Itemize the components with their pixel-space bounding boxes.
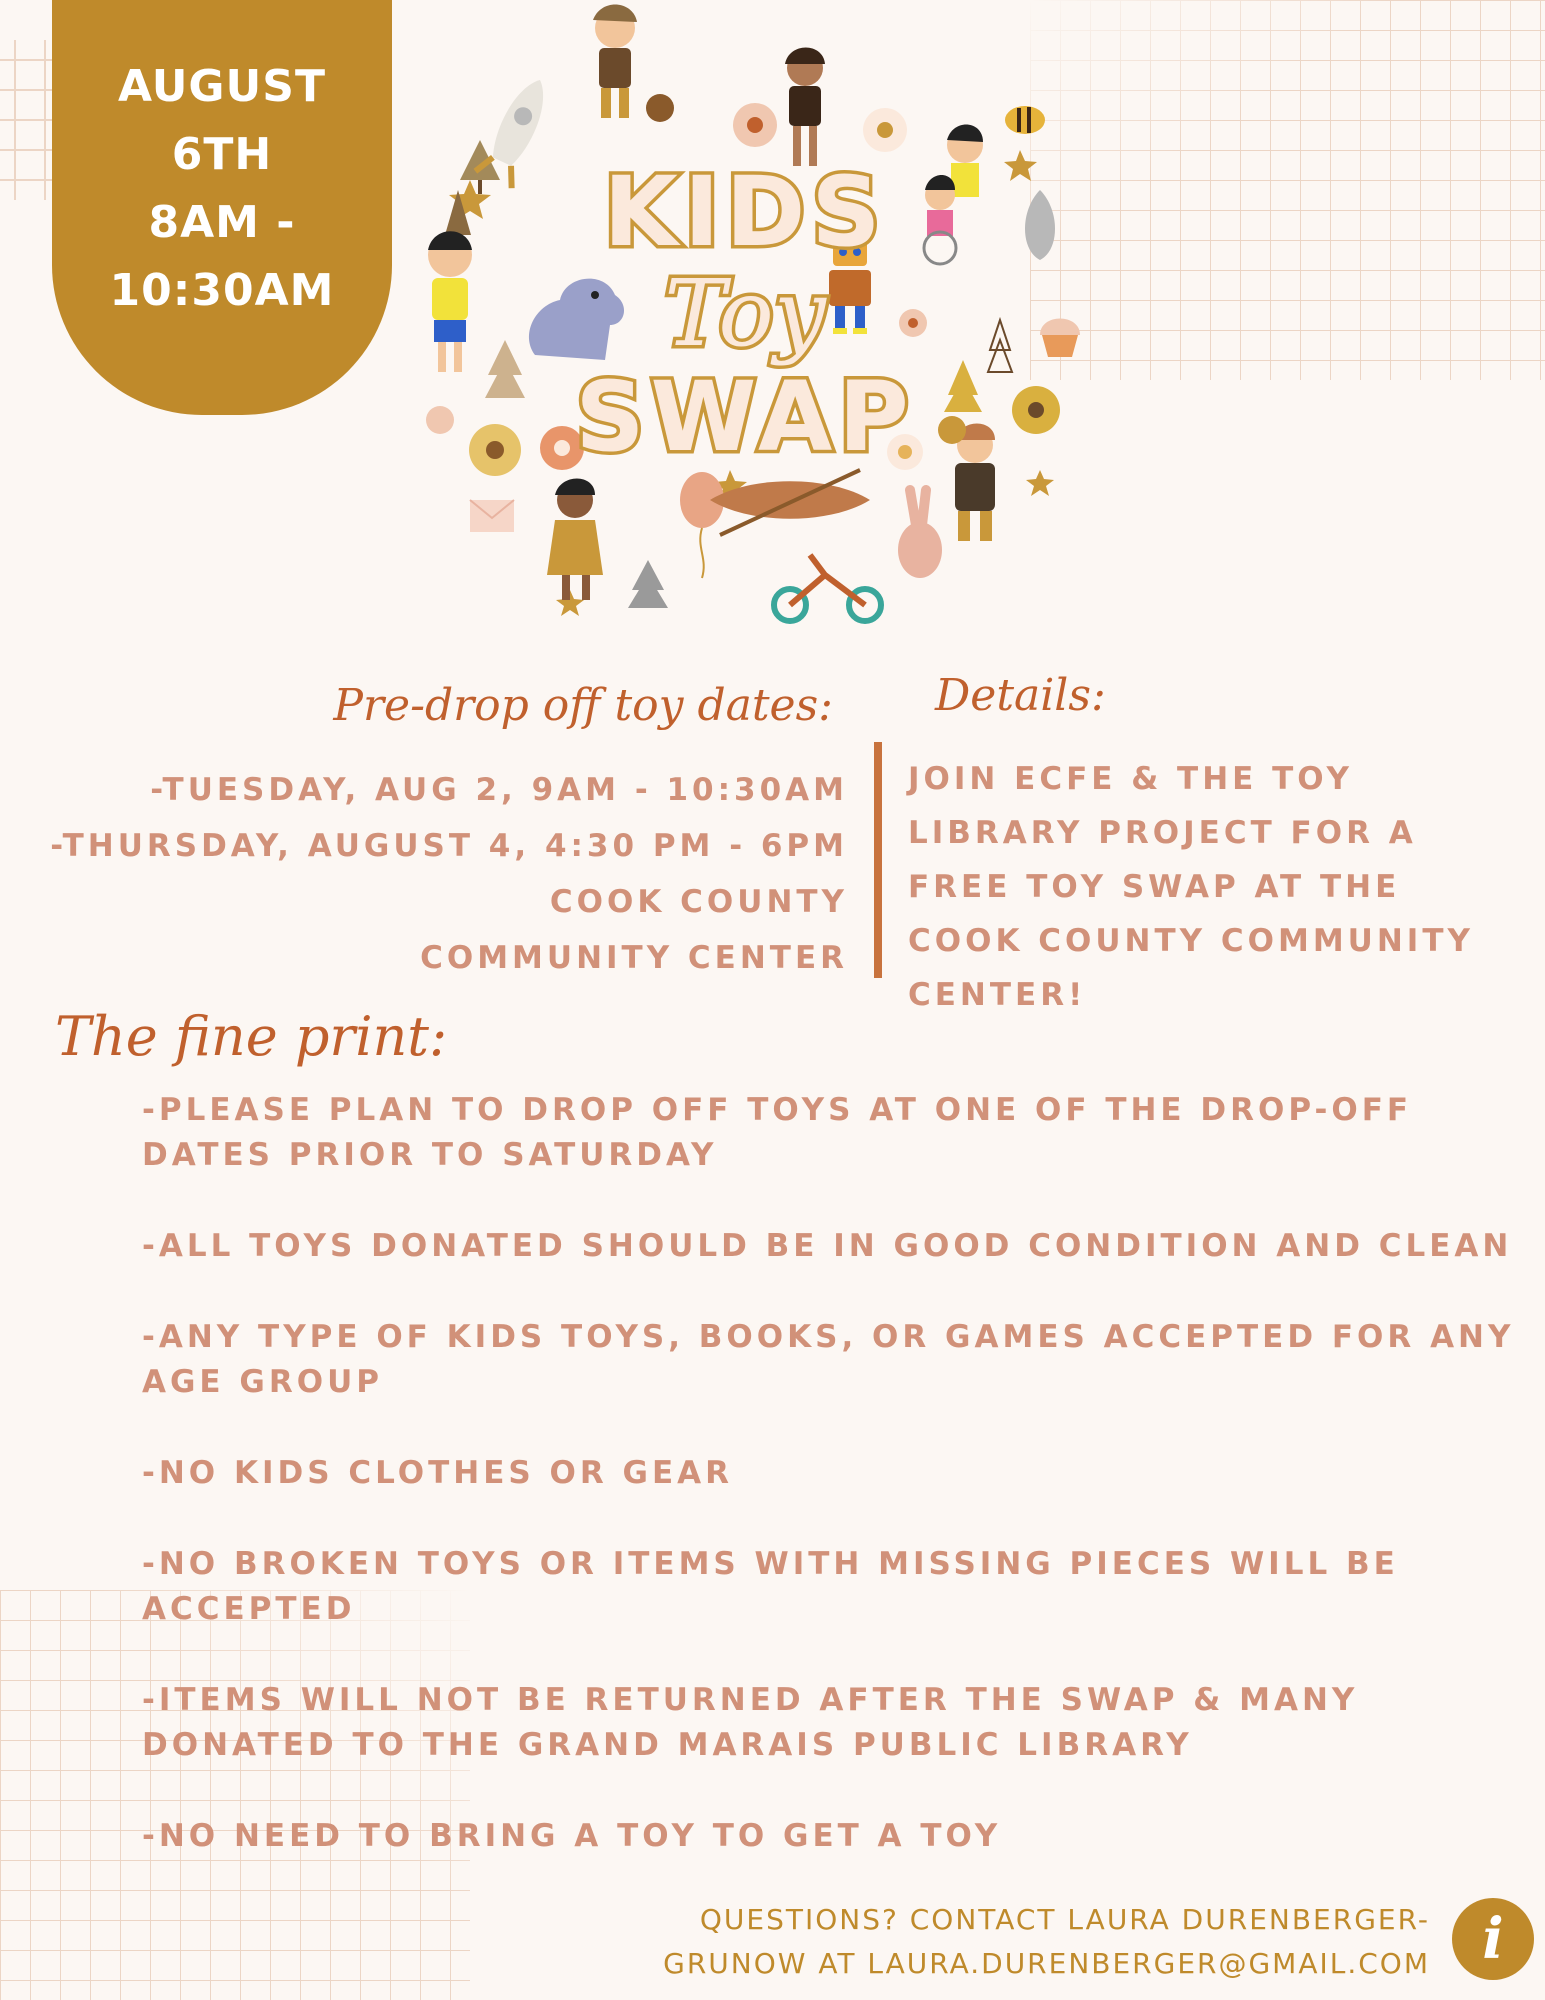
info-icon: i <box>1452 1898 1534 1980</box>
fine-print-item: -NO KIDS CLOTHES OR GEAR <box>142 1455 734 1491</box>
grid-pattern-left-edge <box>0 40 60 200</box>
envelope-icon <box>470 500 514 532</box>
fine-print-item: -NO BROKEN TOYS OR ITEMS WITH MISSING PIECES WILL BE ACCEPTED <box>142 1546 1399 1627</box>
cupcake-icon <box>1040 319 1080 358</box>
kid-ball-illustration <box>593 4 674 122</box>
title-line-kids: KIDS <box>603 156 887 268</box>
balloon-icon <box>680 472 724 578</box>
grid-pattern-top-right <box>1030 0 1545 380</box>
kid-dancing-illustration <box>547 479 603 601</box>
title-line-toy: Toy <box>664 260 826 367</box>
title-illustration <box>400 0 1100 630</box>
event-date-badge <box>52 0 392 415</box>
fine-print-heading: The fine print: <box>55 1005 448 1068</box>
date-day: 6TH <box>171 129 273 180</box>
dinosaur-icon <box>529 279 624 360</box>
time-end: 10:30AM <box>109 265 335 316</box>
details-heading: Details: <box>935 670 1106 721</box>
drop-off-date-item: -TUESDAY, AUG 2, 9AM - 10:30AM <box>150 772 848 808</box>
moon-icon <box>860 488 882 532</box>
fine-print-item: -ITEMS WILL NOT BE RETURNED AFTER THE SWAP & MANY DONATED TO THE GRAND MARAIS PUBLIC LIBRARY <box>142 1682 1359 1763</box>
kid-basketball-illustration <box>938 416 995 541</box>
drop-off-dates-heading: Pre-drop off toy dates: <box>333 680 833 731</box>
fine-print-item: -ALL TOYS DONATED SHOULD BE IN GOOD CONDITION AND CLEAN <box>142 1228 1513 1264</box>
fine-print-item: -ANY TYPE OF KIDS TOYS, BOOKS, OR GAMES ACCEPTED FOR ANY AGE GROUP <box>142 1319 1515 1400</box>
kid-girl-illustration <box>785 48 825 167</box>
kids-wheelchair-illustration <box>924 124 983 264</box>
title-line-swap: SWAP <box>575 361 915 473</box>
drop-off-location: COMMUNITY CENTER <box>420 940 848 976</box>
time-start: 8AM - <box>148 197 296 248</box>
drop-off-location: COOK COUNTY <box>549 884 848 920</box>
contact-line: QUESTIONS? CONTACT LAURA DURENBERGER- <box>699 1903 1430 1936</box>
tricycle-icon <box>774 555 881 621</box>
fine-print-item: -PLEASE PLAN TO DROP OFF TOYS AT ONE OF THE DROP-OFF DATES PRIOR TO SATURDAY <box>142 1092 1413 1173</box>
date-month: AUGUST <box>118 61 326 112</box>
contact-info <box>663 1898 1430 1986</box>
column-divider <box>874 742 882 978</box>
drop-off-dates-list <box>50 762 848 986</box>
kid-waving-illustration <box>428 231 472 372</box>
rabbit-icon <box>898 490 942 578</box>
bee-icon <box>1005 106 1045 134</box>
drop-off-date-item: -THURSDAY, AUGUST 4, 4:30 PM - 6PM <box>50 828 848 864</box>
fine-print-item: -NO NEED TO BRING A TOY TO GET A TOY <box>142 1818 1002 1854</box>
contact-line: GRUNOW AT LAURA.DURENBERGER@GMAIL.COM <box>663 1947 1430 1980</box>
details-text: JOIN ECFE & THE TOY LIBRARY PROJECT FOR A FREE TOY SWAP AT THE COOK COUNTY COMMUNITY CENTER! <box>908 761 1474 1013</box>
fine-print-list <box>142 1088 1522 1905</box>
